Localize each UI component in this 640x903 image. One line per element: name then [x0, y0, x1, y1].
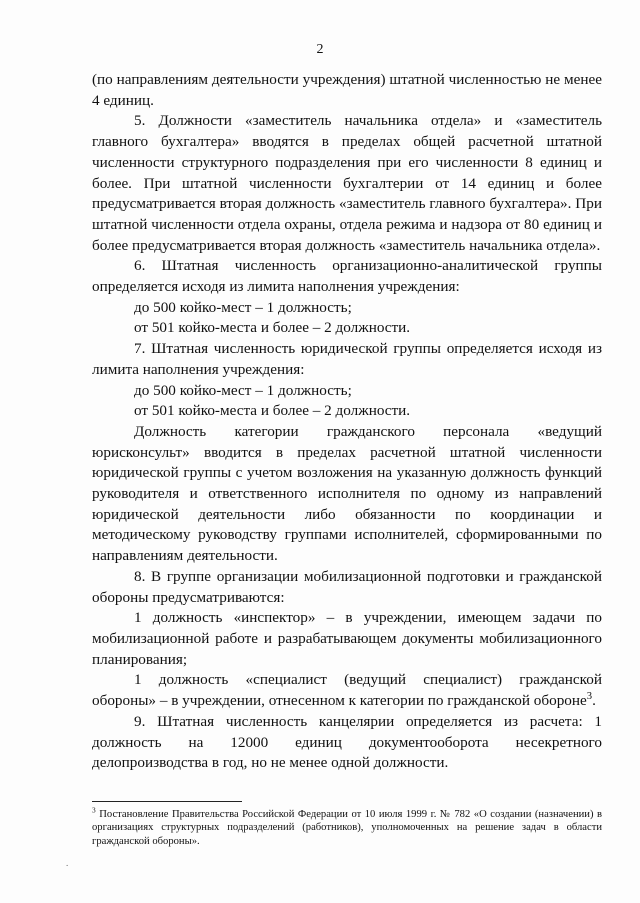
margin-mark: . — [66, 858, 69, 868]
paragraph: 9. Штатная численность канцелярии определяется из расчета: 1 должность на 12000 единиц документооборота несекретного делопроизводства в год, но не менее одной должности. — [92, 712, 602, 772]
list-item: до 500 койко-мест – 1 должность; — [134, 381, 352, 399]
document-body — [92, 70, 602, 774]
list-item: от 501 койко-места и более – 2 должности. — [134, 319, 411, 337]
paragraph: (по направлениям деятельности учреждения) штатной численностью не менее 4 единиц. — [92, 71, 602, 109]
footnote — [92, 805, 602, 848]
footnote-ref[interactable]: 3 — [586, 691, 593, 703]
paragraph-period: . — [592, 692, 596, 710]
list-item: до 500 койко-мест – 1 должность; — [134, 298, 352, 316]
paragraph-text: 1 должность «специалист (ведущий специалист) гражданской обороны» – в учреждении, отнесенном к категории по гражданской обороне — [92, 671, 602, 710]
paragraph: 6. Штатная численность организационно-аналитической группы определяется исходя из лимита наполнения учреждения: — [92, 257, 602, 296]
footnote-text: Постановление Правительства Российской Федерации от 10 июля 1999 г. № 782 «О создании (назначении) в организациях структурных подразделений (работников), уполномоченных на решение задач в области гражданской обороны». — [92, 809, 602, 847]
paragraph: Должность категории гражданского персонала «ведущий юрисконсульт» вводится в пределах расчетной штатной численности юридической группы с учетом возложения на указанную должность функций руководителя и ответственного исполнителя по одному из направлений юридической деятельности либо обязанности по координации и методическому руководству группами исполнителей, сформированными по направлениям деятельности. — [92, 422, 602, 565]
paragraph: 7. Штатная численность юридической группы определяется исходя из лимита наполнения учреждения: — [92, 340, 602, 378]
footnote-separator — [92, 801, 242, 802]
paragraph-with-footnote — [92, 670, 602, 711]
list-item: от 501 койко-места и более – 2 должности. — [134, 402, 411, 420]
paragraph: 5. Должности «заместитель начальника отдела» и «заместитель главного бухгалтера» вводятся в пределах общей расчетной штатной численности структурного подразделения при его численности 8 единиц и более. При штатной численности бухгалтерии от 14 единиц и более предусматривается вторая должность «заместитель главного бухгалтера». При штатной численности отдела охраны, отдела режима и надзора от 80 единиц и более предусматривается вторая должность «заместитель начальника отдела». — [92, 112, 602, 254]
page-number: 2 — [316, 42, 324, 57]
paragraph: 1 должность «инспектор» – в учреждении, имеющем задачи по мобилизационной работе и разрабатывающем документы мобилизационного планирования; — [92, 609, 602, 668]
paragraph: 8. В группе организации мобилизационной подготовки и гражданской обороны предусматриваются: — [92, 567, 602, 606]
footnote-mark: 3 — [92, 805, 96, 815]
